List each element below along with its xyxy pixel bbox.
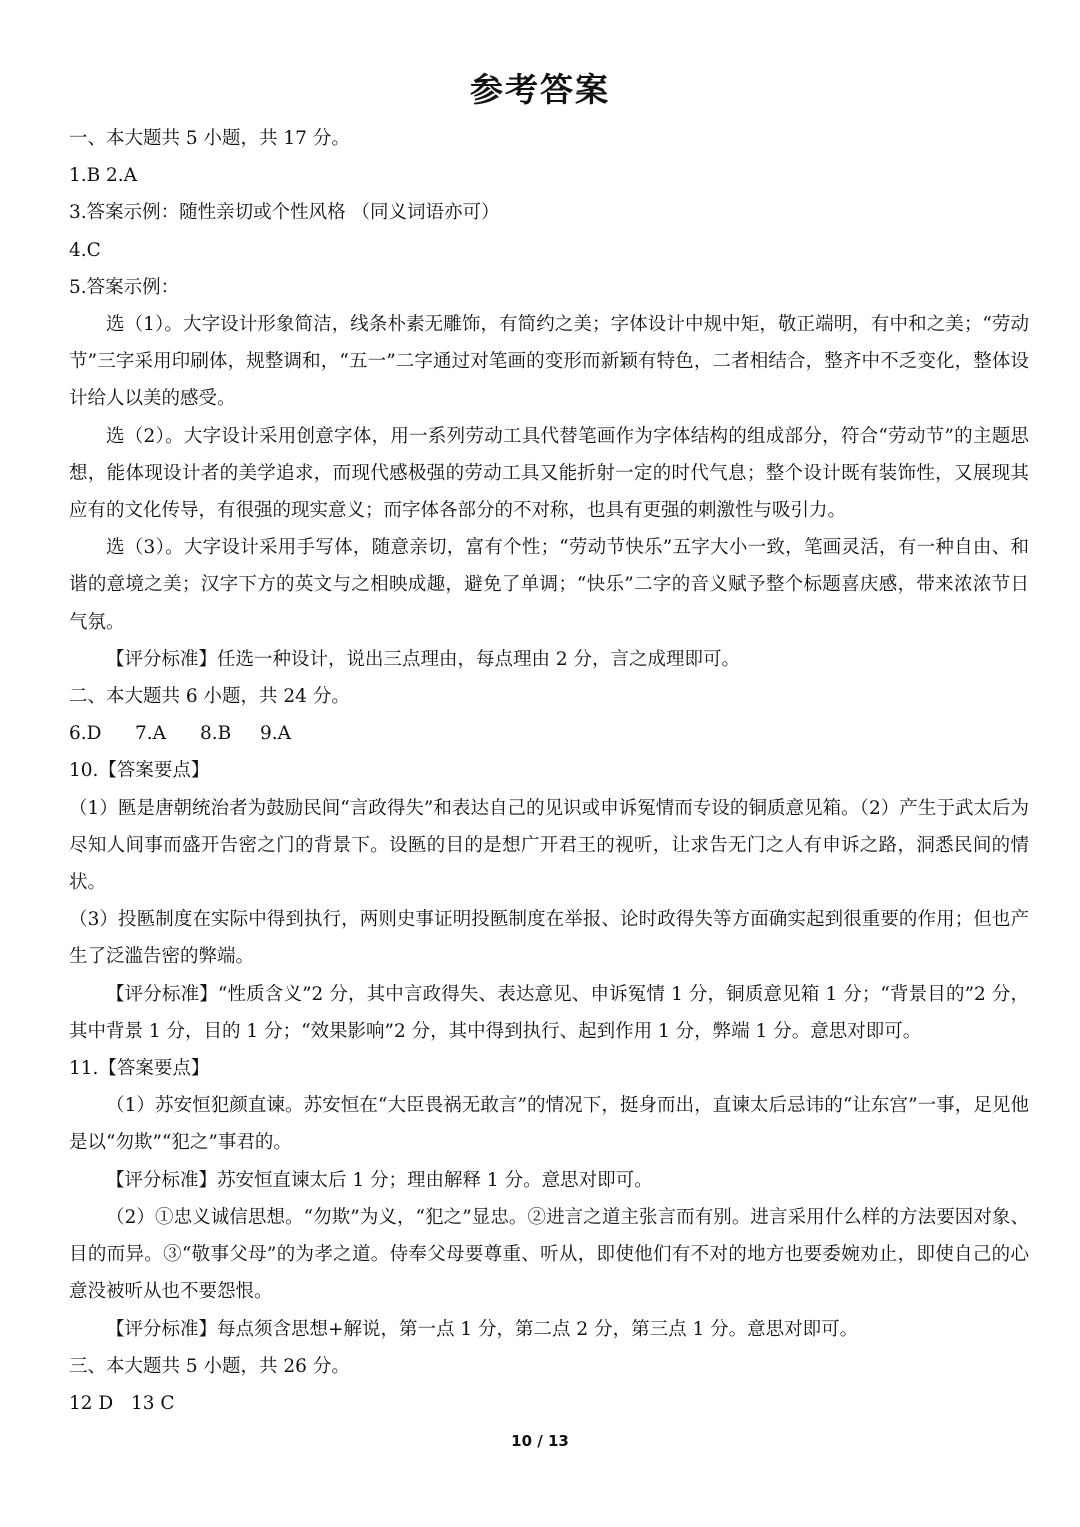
answer-11-part-1: （1）苏安恒犯颜直谏。苏安恒在“大臣畏祸无敢言”的情况下，挺身而出，直谏太后忌讳的“让东宫”一事，足见他是以“勿欺”“犯之”事君的。 bbox=[69, 1095, 1029, 1154]
answer-5-option-2: 选（2）。大字设计采用创意字体，用一系列劳动工具代替笔画作为字体结构的组成部分，符合“劳动节”的主题思想，能体现设计者的美学追求，而现代感极强的劳动工具又能折射一定的时代气息；整个设计既有装饰性，又展现其应有的文化传导，有很强的现实意义；而字体各部分的不对称，也具有更强的刺激性与吸引力。 bbox=[69, 425, 1029, 522]
answer-2: 2.A bbox=[106, 165, 138, 187]
answers-12-13 bbox=[69, 1385, 1029, 1422]
answer-11-label: 11.【答案要点】 bbox=[69, 1058, 210, 1080]
section-3-heading: 三、本大题共 5 小题，共 26 分。 bbox=[69, 1355, 350, 1377]
answer-4: 4.C bbox=[69, 239, 101, 261]
answer-content bbox=[69, 120, 1029, 1422]
section-2-heading: 二、本大题共 6 小题，共 24 分。 bbox=[69, 686, 350, 708]
answer-11-scoring-1: 【评分标准】苏安恒直谏太后 1 分；理由解释 1 分。意思对即可。 bbox=[106, 1169, 653, 1191]
answer-11-part-2: （2）①忠义诚信思想。“勿欺”为义，“犯之”显忠。②进言之道主张言而有别。进言采用什么样的方法要因对象、目的而异。③“敬事父母”的为孝之道。侍奉父母要尊重、听从，即使他们有不对的地方也要委婉劝止，即使自己的心意没被听从也不要怨恨。 bbox=[69, 1206, 1029, 1303]
answer-13: 13 C bbox=[131, 1392, 175, 1414]
answer-10-label: 10.【答案要点】 bbox=[69, 760, 210, 782]
answer-3: 3.答案示例：随性亲切或个性风格 （同义词语亦可） bbox=[69, 202, 500, 224]
page-title: 参考答案 bbox=[470, 70, 610, 109]
answer-5-label: 5.答案示例： bbox=[69, 276, 180, 298]
answer-10-part-2: （3）投匦制度在实际中得到执行，两则史事证明投匦制度在举报、论时政得失等方面确实起到很重要的作用；但也产生了泛滥告密的弊端。 bbox=[69, 909, 1029, 968]
answer-8: 8.B bbox=[200, 723, 232, 745]
section-1-heading: 一、本大题共 5 小题，共 17 分。 bbox=[69, 128, 350, 149]
answer-10-scoring: 【评分标准】“性质含义”2 分，其中言政得失、表达意见、申诉冤情 1 分，铜质意见箱 1 分；“背景目的”2 分，其中背景 1 分，目的 1 分；“效果影响”2 分，其中得到执行、起到作用 1 分，弊端 1 分。意思对即可。 bbox=[69, 983, 1029, 1042]
page-number: 10 / 13 bbox=[511, 1432, 569, 1450]
answers-6-9 bbox=[69, 715, 1029, 752]
answer-11-scoring-2: 【评分标准】每点须含思想+解说，第一点 1 分，第二点 2 分，第三点 1 分。意思对即可。 bbox=[106, 1318, 859, 1340]
answer-7: 7.A bbox=[135, 723, 167, 745]
answer-9: 9.A bbox=[260, 723, 292, 745]
answer-5-option-3: 选（3）。大字设计采用手写体，随意亲切，富有个性；“劳动节快乐”五字大小一致，笔画灵活，有一种自由、和谐的意境之美；汉字下方的英文与之相映成趣，避免了单调；“快乐”二字的音义赋予整个标题喜庆感，带来浓浓节日气氛。 bbox=[69, 537, 1029, 633]
answer-5-option-1: 选（1）。大字设计形象简洁，线条朴素无雕饰，有简约之美；字体设计中规中矩，敬正端明，有中和之美；“劳动节”三字采用印刷体，规整调和，“五一”二字通过对笔画的变形而新颖有特色，二者相结合，整齐中不乏变化，整体设计给人以美的感受。 bbox=[69, 314, 1029, 410]
answer-1: 1.B bbox=[69, 165, 101, 187]
answer-5-scoring: 【评分标准】任选一种设计，说出三点理由，每点理由 2 分，言之成理即可。 bbox=[106, 648, 741, 670]
answer-12: 12 D bbox=[69, 1392, 114, 1414]
answers-1-2 bbox=[69, 157, 1029, 194]
answer-10-part-1: （1）匦是唐朝统治者为鼓励民间“言政得失”和表达自己的见识或申诉冤情而专设的铜质意见箱。（2）产生于武太后为尽知人间事而盛开告密之门的背景下。设匦的目的是想广开君王的视听，让求告无门之人有申诉之路，洞悉民间的情状。 bbox=[69, 797, 1029, 894]
answer-6: 6.D bbox=[69, 723, 102, 745]
